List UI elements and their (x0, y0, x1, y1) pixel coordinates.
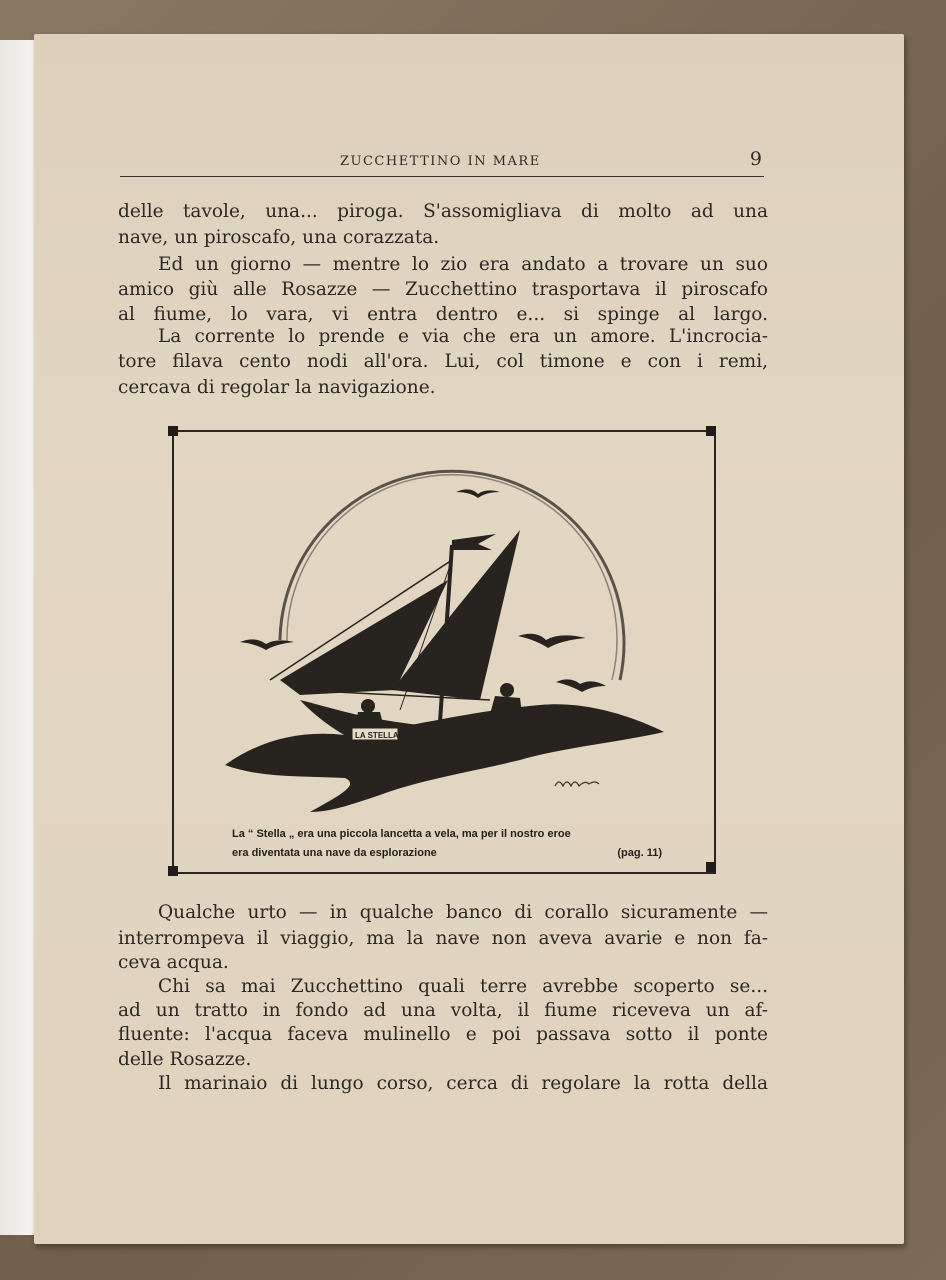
artist-signature (555, 782, 599, 786)
gull-icon (556, 679, 606, 692)
text-line: Qualche urto — in qualche banco di corallo sicuramente — (158, 902, 768, 923)
sailor-figure (361, 699, 375, 713)
sea-shape (225, 704, 664, 812)
figure-caption-line: La “ Stella „ era una piccola lancetta a vela, ma per il nostro eroe (232, 828, 571, 840)
running-title: ZUCCHETTINO IN MARE (340, 154, 541, 169)
figure-page-reference: (pag. 11) (617, 847, 662, 859)
figure-caption-text: era diventata una nave da esplorazione (232, 847, 437, 859)
text-line: Ed un giorno — mentre lo zio era andato a trovare un suo (158, 254, 768, 275)
figure-caption-line (232, 847, 662, 859)
gull-icon (456, 489, 500, 498)
text-line: cercava di regolar la navigazione. (118, 377, 436, 398)
text-line: tore filava cento nodi all'ora. Lui, col timone e con i remi, (118, 351, 768, 372)
text-line: nave, un piroscafo, una corazzata. (118, 227, 440, 248)
text-line: Il marinaio di lungo corso, cerca di regolare la rotta della (158, 1073, 768, 1094)
flag (452, 534, 496, 550)
gull-icon (518, 634, 586, 648)
text-line: al fiume, lo vara, vi entra dentro e... si spinge al largo. (118, 304, 768, 325)
text-line: fluente: l'acqua faceva mulinello e poi passava sotto il ponte (118, 1024, 768, 1045)
text-line: ceva acqua. (118, 952, 229, 973)
text-line: interrompeva il viaggio, ma la nave non aveva avarie e non fa- (118, 928, 768, 949)
boat-name-label: LA STELLA (355, 731, 399, 740)
page-number: 9 (749, 148, 762, 170)
gull-icon (240, 639, 294, 650)
text-line: delle Rosazze. (118, 1049, 252, 1070)
text-line: amico giù alle Rosazze — Zucchettino trasportava il piroscafo (118, 279, 768, 300)
sailor-figure (500, 683, 514, 697)
text-line: La corrente lo prende e via che era un amore. L'incrocia- (158, 326, 768, 347)
text-line: delle tavole, una... piroga. S'assomigliava di molto ad una (118, 201, 768, 222)
text-line: ad un tratto in fondo ad una volta, il fiume riceveva un af- (118, 1000, 768, 1021)
text-line: Chi sa mai Zucchettino quali terre avrebbe scoperto se... (158, 976, 768, 997)
